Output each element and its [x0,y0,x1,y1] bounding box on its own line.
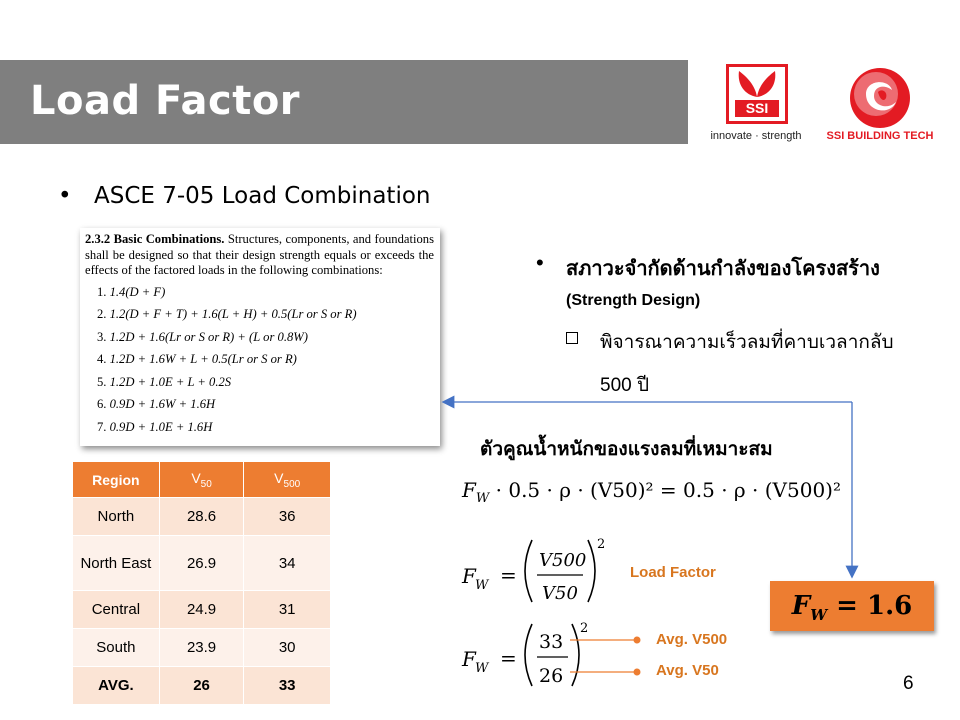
list-item: 1. 1.4(D + F) [97,284,166,299]
equation-dynamic-pressure: $F_W \cdot 0.5 \cdot \rho \cdot (V50)^2 = 0.5 \cdot \rho \cdot (V500)^2$ [462,478,841,506]
bullet-dot: • [58,183,72,209]
page-number: 6 [903,673,914,694]
list-item: 2. 1.2(D + F + T) + 1.6(L + H) + 0.5(Lr or S or R) [97,307,357,321]
bullet-dot: • [536,250,544,275]
svg-text:W: W [475,578,489,593]
list-item: 6. 0.9D + 1.6W + 1.6H [97,397,216,411]
eq3-denominator: 26 [539,665,564,687]
main-bullet-text: ASCE 7-05 Load Combination [94,183,431,209]
building-tech-tagline: SSI BUILDING TECH [826,130,934,142]
avg-v50-label: Avg. V50 [656,662,719,679]
svg-text:2: 2 [580,621,589,636]
svg-text:W: W [475,661,489,676]
table-row: North 28.6 36 [73,498,331,536]
return-period-years: 500 ปี [600,375,650,396]
avg-v500-label: Avg. V500 [656,631,728,648]
strength-design-text: (Strength Design) [566,292,701,309]
slide-title: Load Factor [30,78,301,124]
ssi-tagline: innovate · strength [710,130,802,142]
svg-text:2: 2 [597,537,606,552]
header-region: Region [73,462,160,498]
list-item: 4. 1.2D + 1.6W + L + 0.5(Lr or S or R) [97,352,297,366]
return-period-text: พิจารณาความเร็วลมที่คาบเวลากลับ [600,332,894,353]
header-v500: $V_{500}$ [244,462,331,498]
table-row: North East 26.9 34 [73,536,331,591]
load-factor-label: Load Factor [630,564,716,581]
list-item: 3. 1.2D + 1.6(Lr or S or R) + (L or 0.8W) [97,329,308,344]
excerpt-body: Structures, components, and foundations shall be designed so that their design strength equals or exceeds the effects of the factored loads in the following combinations: [85,232,434,277]
table-row: South 23.9 30 [73,629,331,667]
svg-text:F: F [462,647,476,671]
list-item: 5. 1.2D + 1.0E + L + 0.2S [97,374,232,389]
strength-limit-text: สภาวะจำกัดด้านกำลังของโครงสร้าง [566,258,880,280]
list-item: 7. 0.9D + 1.0E + 1.6H [97,419,213,434]
load-factor-result: $F_W = 1.6$ [770,581,934,631]
table-row: Central 24.9 31 [73,591,331,629]
svg-text:=: = [500,646,517,670]
ssi-logo-letters: SSI [745,100,769,116]
svg-text:F: F [462,564,476,588]
eq3-numerator: 33 [539,631,564,653]
excerpt-heading: 2.3.2 Basic Combinations. [85,232,225,246]
equation-fw-ratio [461,537,605,604]
svg-text:=: = [500,563,517,587]
result-value: 1.6 [867,591,913,621]
equation-heading: ตัวคูณน้ำหนักของแรงลมที่เหมาะสม [480,439,773,460]
svg-text:V50: V50 [542,583,578,604]
equation-fw-numeric [461,621,588,687]
header-v50: $V_{50}$ [159,462,244,498]
table-row-average: AVG. 26 33 [73,667,331,705]
svg-text:V500: V500 [539,550,587,571]
